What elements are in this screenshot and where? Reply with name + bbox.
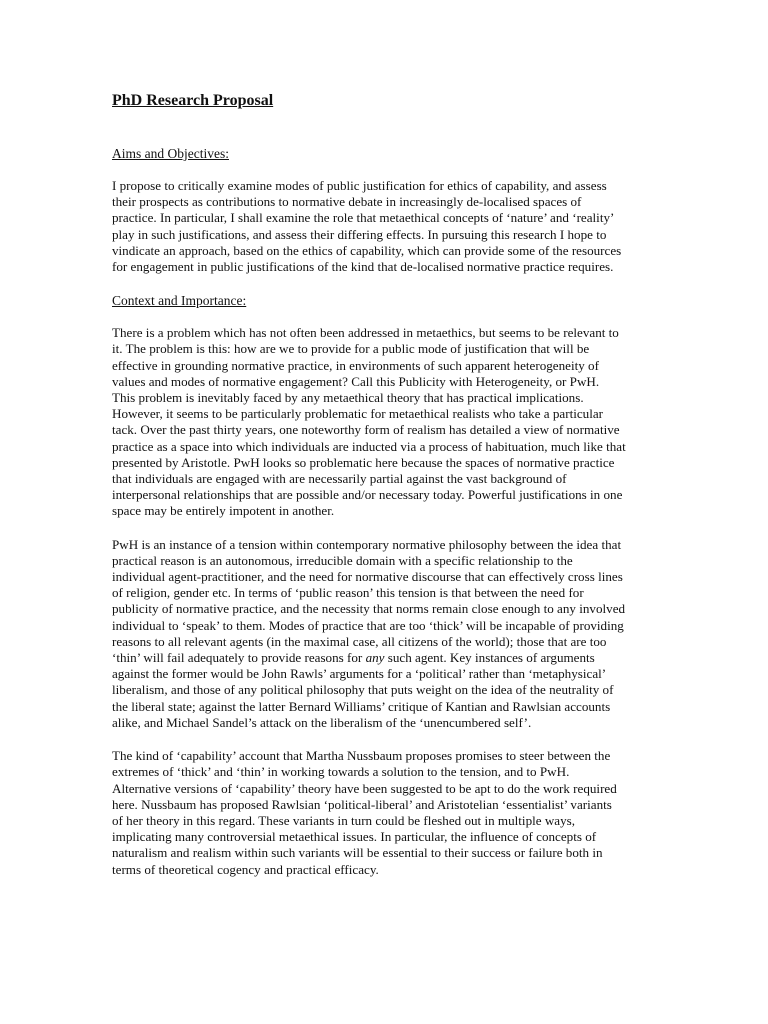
text-line: for engagement in public justifications of the kind that de-localised normative practice requires.: [112, 259, 614, 275]
text-line: presented by Aristotle. PwH looks so problematic here because the spaces of normative practice: [112, 454, 615, 470]
text-line: This problem is inevitably faced by any metaethical theory that has practical implications.: [112, 390, 584, 406]
text-line: individual to ‘speak’ to them. Modes of practice that are too ‘thick’ will be incapable of providing: [112, 617, 624, 633]
text-line: PwH is an instance of a tension within contemporary normative philosophy between the idea that: [112, 536, 622, 552]
text-line: The kind of ‘capability’ account that Martha Nussbaum proposes promises to steer between the: [112, 748, 611, 764]
text-line: implicating many controversial metaethical issues. In particular, the influence of concepts of: [112, 829, 597, 845]
text-line: of religion, gender etc. In terms of ‘public reason’ this tension is that between the need for: [112, 585, 584, 601]
emphasis-text: any: [365, 650, 385, 666]
text-line: There is a problem which has not often been addressed in metaethics, but seems to be relevant to: [112, 325, 619, 341]
text-line: individual agent-practitioner, and the need for normative discourse that can effectively cross lines: [112, 569, 623, 585]
text-line: space may be entirely impotent in another.: [112, 503, 335, 519]
document-page: [112, 91, 660, 878]
section-context: [112, 292, 660, 878]
text-line: it. The problem is this: how are we to provide for a public mode of justification that will be: [112, 341, 590, 357]
text-line: publicity of normative practice, and the necessity that norms remain close enough to any involved: [112, 601, 626, 617]
text-line: practice as a space into which individuals are inducted via a process of habituation, much like that: [112, 438, 626, 454]
text-line: terms of theoretical cogency and practical efficacy.: [112, 861, 379, 877]
text-line: against the former would be John Rawls’ arguments for a ‘political’ rather than ‘metaphysical’: [112, 666, 607, 682]
text-line: here. Nussbaum has proposed Rawlsian ‘political-liberal’ and Aristotelian ‘essentialist’ variants: [112, 796, 612, 812]
text-line: vindicate an approach, based on the ethics of capability, which can provide some of the resources: [112, 242, 622, 258]
document-title: PhD Research Proposal: [112, 92, 274, 109]
paragraph: [112, 748, 660, 878]
text-line: I propose to critically examine modes of public justification for ethics of capability, and assess: [112, 178, 607, 193]
text-line: of her theory in this regard. These variants in turn could be fleshed out in multiple ways,: [112, 812, 576, 828]
text-line: extremes of ‘thick’ and ‘thin’ in working towards a solution to the tension, and to PwH.: [112, 764, 570, 780]
text-line: that individuals are engaged with are necessarily partial against the vast background of: [112, 471, 567, 487]
section-aims: [112, 145, 660, 275]
paragraph: [112, 325, 660, 519]
text-line: the liberal state; against the latter Bernard Williams’ critique of Kantian and Rawlsian accounts: [112, 698, 611, 714]
text-line: tack. Over the past thirty years, one noteworthy form of realism has detailed a view of normative: [112, 422, 620, 438]
text-line: practical reason is an autonomous, irreducible domain with a specific relationship to the: [112, 552, 573, 568]
text-line: ‘thin’ will fail adequately to provide reasons for any such agent. Key instances of arguments: [112, 650, 595, 666]
text-line: liberalism, and those of any political philosophy that puts weight on the idea of the neutrality of: [112, 682, 614, 698]
text-line: effective in grounding normative practice, in environments of such apparent heterogeneity of: [112, 357, 599, 373]
text-line: interpersonal relationships that are possible and/or necessary today. Powerful justifications in one: [112, 487, 623, 503]
section-heading-context: Context and Importance:: [112, 293, 247, 309]
text-line: naturalism and realism within such variants will be essential to their success or failure both in: [112, 845, 603, 861]
text-line: reasons to all relevant agents (in the maximal case, all citizens of the world); those that are too: [112, 633, 607, 649]
text-line: However, it seems to be particularly problematic for metaethical realists who take a particular: [112, 406, 604, 422]
text-line: practice. In particular, I shall examine the role that metaethical concepts of ‘nature’ and ‘reality’: [112, 210, 615, 226]
text-line: Alternative versions of ‘capability’ theory have been suggested to be apt to do the work required: [112, 780, 617, 796]
text-line: their prospects as contributions to normative debate in increasingly de-localised spaces of: [112, 194, 582, 210]
section-heading-aims: Aims and Objectives:: [112, 146, 229, 161]
text-line: alike, and Michael Sandel’s attack on the liberalism of the ‘unencumbered self’.: [112, 714, 532, 730]
text-line: values and modes of normative engagement? Call this Publicity with Heterogeneity, or PwH.: [112, 373, 600, 389]
paragraph: [112, 178, 660, 275]
text-line: play in such justifications, and assess their differing effects. In pursuing this research I hope to: [112, 226, 607, 242]
paragraph: [112, 537, 660, 731]
